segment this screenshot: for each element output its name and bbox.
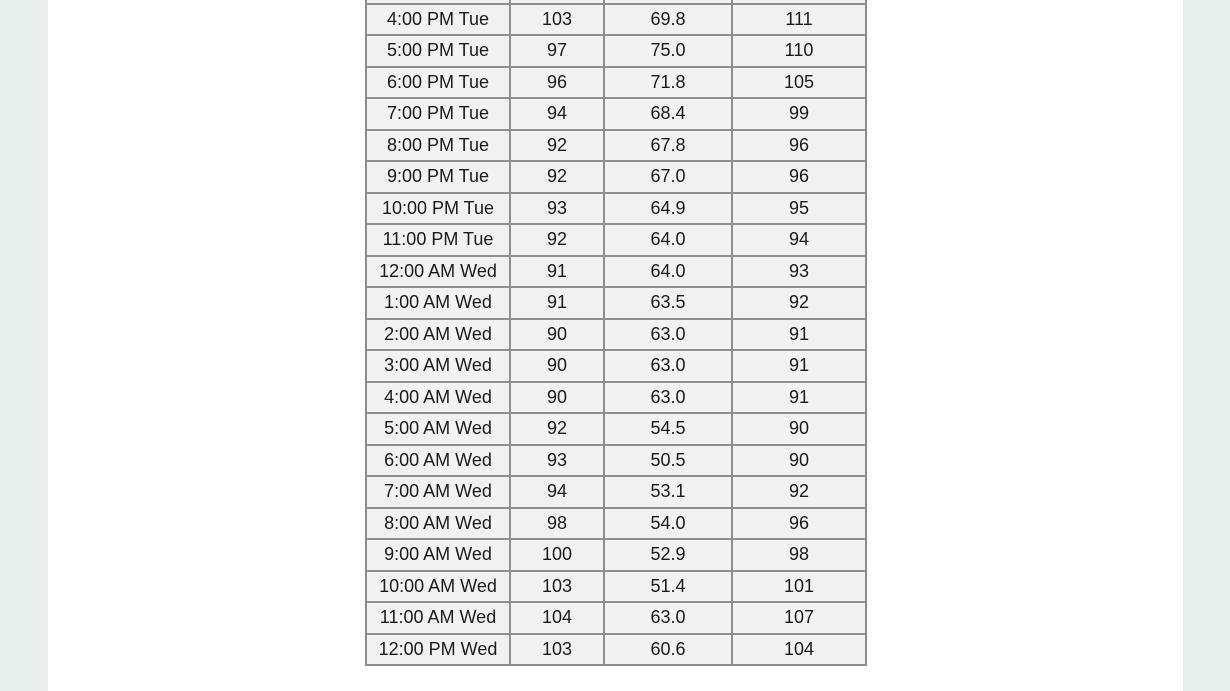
temperature-cell: 90 — [510, 382, 604, 414]
temperature-cell: 103 — [510, 634, 604, 666]
dewpoint-cell: 69.8 — [604, 4, 732, 36]
heat-index-cell: 98 — [732, 539, 866, 571]
time-cell: 5:00 AM Wed — [366, 413, 510, 445]
document-page — [48, 0, 1183, 691]
temperature-cell: 91 — [510, 256, 604, 288]
heat-index-cell: 110 — [732, 35, 866, 67]
temperature-cell: 90 — [510, 350, 604, 382]
temperature-cell: 92 — [510, 413, 604, 445]
table-row — [366, 35, 866, 67]
table-row — [366, 602, 866, 634]
time-cell: 8:00 PM Tue — [366, 130, 510, 162]
heat-index-cell: 90 — [732, 413, 866, 445]
dewpoint-cell: 60.6 — [604, 634, 732, 666]
heat-index-cell: 95 — [732, 193, 866, 225]
dewpoint-cell: 50.5 — [604, 445, 732, 477]
time-cell: 9:00 PM Tue — [366, 161, 510, 193]
time-cell: 3:00 AM Wed — [366, 350, 510, 382]
hourly-weather-table — [365, 0, 867, 666]
dewpoint-cell: 64.9 — [604, 193, 732, 225]
heat-index-cell: 92 — [732, 287, 866, 319]
dewpoint-cell: 51.4 — [604, 571, 732, 603]
table-row — [366, 130, 866, 162]
temperature-cell: 91 — [510, 287, 604, 319]
table-row — [366, 161, 866, 193]
heat-index-cell: 111 — [732, 4, 866, 36]
dewpoint-cell: 64.0 — [604, 224, 732, 256]
time-cell: 1:00 AM Wed — [366, 287, 510, 319]
time-cell: 2:00 AM Wed — [366, 319, 510, 351]
heat-index-cell: 90 — [732, 445, 866, 477]
table-row — [366, 224, 866, 256]
temperature-cell: 98 — [510, 508, 604, 540]
time-cell: 6:00 AM Wed — [366, 445, 510, 477]
temperature-cell: 100 — [510, 539, 604, 571]
heat-index-cell: 105 — [732, 67, 866, 99]
dewpoint-cell: 54.5 — [604, 413, 732, 445]
heat-index-cell: 96 — [732, 130, 866, 162]
time-cell: 8:00 AM Wed — [366, 508, 510, 540]
dewpoint-cell: 63.0 — [604, 382, 732, 414]
time-cell: 11:00 PM Tue — [366, 224, 510, 256]
table-row — [366, 508, 866, 540]
time-cell: 9:00 AM Wed — [366, 539, 510, 571]
temperature-cell: 90 — [510, 319, 604, 351]
table-row — [366, 571, 866, 603]
dewpoint-cell: 63.0 — [604, 602, 732, 634]
temperature-cell: 103 — [510, 4, 604, 36]
temperature-cell: 97 — [510, 35, 604, 67]
heat-index-cell: 99 — [732, 98, 866, 130]
dewpoint-cell: 63.0 — [604, 319, 732, 351]
temperature-cell: 92 — [510, 161, 604, 193]
dewpoint-cell: 63.0 — [604, 350, 732, 382]
temperature-cell: 92 — [510, 130, 604, 162]
heat-index-cell: 107 — [732, 602, 866, 634]
dewpoint-cell: 64.0 — [604, 256, 732, 288]
table-body — [366, 0, 866, 665]
dewpoint-cell: 53.1 — [604, 476, 732, 508]
table-row — [366, 287, 866, 319]
dewpoint-cell: 67.8 — [604, 130, 732, 162]
weather-table-container — [365, 0, 865, 666]
table-row — [366, 634, 866, 666]
dewpoint-cell: 68.4 — [604, 98, 732, 130]
time-cell: 12:00 AM Wed — [366, 256, 510, 288]
temperature-cell: 93 — [510, 445, 604, 477]
table-row — [366, 350, 866, 382]
table-row — [366, 476, 866, 508]
heat-index-cell: 91 — [732, 350, 866, 382]
heat-index-cell: 91 — [732, 319, 866, 351]
temperature-cell: 103 — [510, 571, 604, 603]
heat-index-cell: 91 — [732, 382, 866, 414]
time-cell: 7:00 AM Wed — [366, 476, 510, 508]
heat-index-cell: 96 — [732, 508, 866, 540]
temperature-cell: 96 — [510, 67, 604, 99]
time-cell: 7:00 PM Tue — [366, 98, 510, 130]
heat-index-cell: 104 — [732, 634, 866, 666]
table-row — [366, 256, 866, 288]
table-row — [366, 319, 866, 351]
time-cell: 10:00 PM Tue — [366, 193, 510, 225]
table-row — [366, 413, 866, 445]
time-cell: 6:00 PM Tue — [366, 67, 510, 99]
table-row — [366, 193, 866, 225]
time-cell: 4:00 AM Wed — [366, 382, 510, 414]
dewpoint-cell: 67.0 — [604, 161, 732, 193]
dewpoint-cell: 75.0 — [604, 35, 732, 67]
heat-index-cell: 92 — [732, 476, 866, 508]
table-row — [366, 67, 866, 99]
time-cell: 4:00 PM Tue — [366, 4, 510, 36]
heat-index-cell: 96 — [732, 161, 866, 193]
time-cell: 12:00 PM Wed — [366, 634, 510, 666]
table-row — [366, 445, 866, 477]
temperature-cell: 94 — [510, 98, 604, 130]
heat-index-cell: 94 — [732, 224, 866, 256]
dewpoint-cell: 63.5 — [604, 287, 732, 319]
table-row — [366, 98, 866, 130]
dewpoint-cell: 52.9 — [604, 539, 732, 571]
temperature-cell: 92 — [510, 224, 604, 256]
heat-index-cell: 101 — [732, 571, 866, 603]
dewpoint-cell: 71.8 — [604, 67, 732, 99]
temperature-cell: 93 — [510, 193, 604, 225]
dewpoint-cell: 54.0 — [604, 508, 732, 540]
time-cell: 10:00 AM Wed — [366, 571, 510, 603]
time-cell: 5:00 PM Tue — [366, 35, 510, 67]
table-row — [366, 382, 866, 414]
time-cell: 11:00 AM Wed — [366, 602, 510, 634]
temperature-cell: 104 — [510, 602, 604, 634]
heat-index-cell: 93 — [732, 256, 866, 288]
temperature-cell: 94 — [510, 476, 604, 508]
table-row — [366, 4, 866, 36]
table-row — [366, 539, 866, 571]
